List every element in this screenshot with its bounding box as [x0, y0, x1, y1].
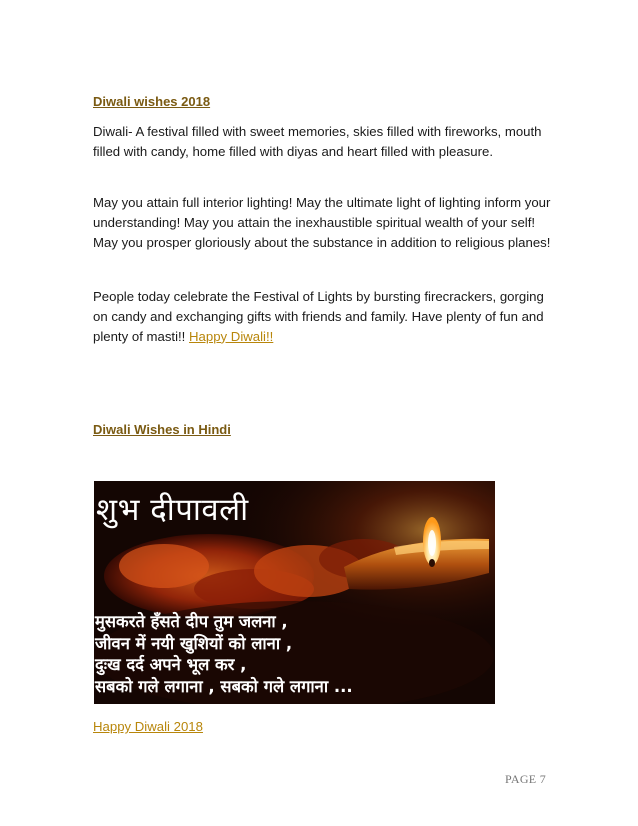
hindi-poem	[95, 611, 353, 697]
happy-diwali-link[interactable]: Happy Diwali!!	[189, 328, 274, 344]
happy-diwali-2018-link[interactable]: Happy Diwali 2018	[93, 719, 203, 734]
image-title-shubh-deepavali: शुभ दीपावली	[96, 492, 249, 528]
paragraph-lighting-wishes: May you attain full interior lighting! May the ultimate light of lighting inform your understanding! May you attain the inexhaustible spiritual wealth of your self! May you prosper gloriously about the substance in addition to religious planes!	[93, 195, 551, 250]
section-heading-hindi-wishes: Diwali Wishes in Hindi	[93, 422, 231, 437]
paragraph-festival-description: Diwali- A festival filled with sweet memories, skies filled with fireworks, mouth filled with candy, home filled with diyas and heart filled with pleasure.	[93, 124, 542, 159]
page-number: PAGE 7	[505, 772, 547, 786]
poem-line: जीवन में नयी खुशियों को लाना ,	[95, 633, 293, 653]
poem-line: मुसकरते हँसते दीप तुम जलना ,	[95, 612, 288, 631]
section-heading-diwali-wishes-2018: Diwali wishes 2018	[93, 94, 211, 109]
poem-line: सबको गले लगाना , सबको गले लगाना ...	[95, 676, 353, 696]
paragraph-celebration-text: People today celebrate the Festival of Lights by bursting firecrackers, gorging on candy and exchanging gifts with friends and family. Have plenty of fun and plenty of masti!!	[93, 289, 544, 344]
diwali-greeting-image	[94, 481, 495, 704]
poem-line: दुःख दर्द अपने भूल कर ,	[95, 655, 247, 674]
paragraph-celebration	[93, 287, 553, 346]
